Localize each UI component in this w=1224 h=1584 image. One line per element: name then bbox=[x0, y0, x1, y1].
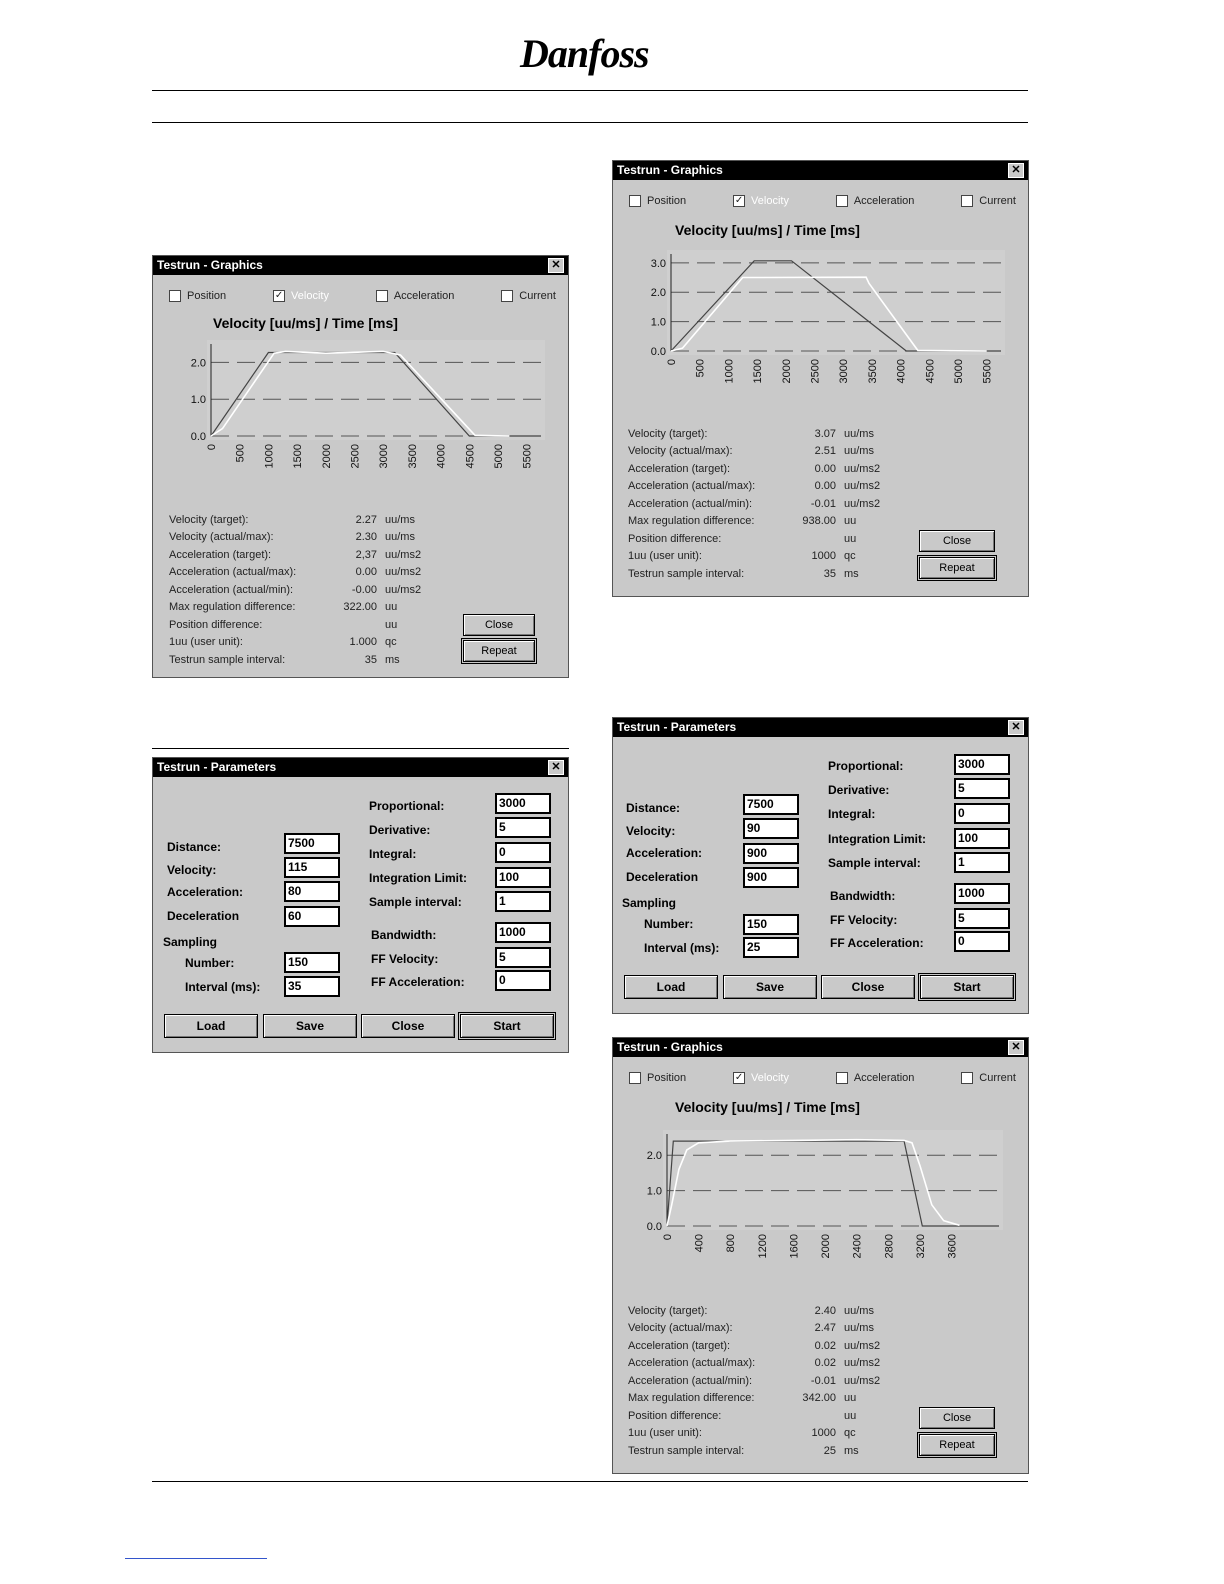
stat-unit: uu/ms bbox=[844, 1304, 874, 1317]
window-title: Testrun - Graphics bbox=[617, 1040, 723, 1054]
integral-input[interactable]: 0 bbox=[495, 842, 551, 863]
stat-label: Max regulation difference: bbox=[628, 515, 755, 528]
close-icon[interactable]: ✕ bbox=[548, 760, 564, 775]
velocity-chart bbox=[637, 1126, 1007, 1278]
sampling-label: Sampling bbox=[163, 935, 218, 949]
ff-acceleration-input[interactable]: 0 bbox=[954, 931, 1010, 952]
ff-acceleration-input[interactable]: 0 bbox=[495, 970, 551, 991]
x-tick-label: 5000 bbox=[952, 359, 965, 384]
close-button[interactable]: Close bbox=[919, 530, 995, 552]
checkbox-current[interactable] bbox=[961, 195, 1016, 207]
stat-label: Position difference: bbox=[169, 618, 263, 631]
stat-value: 2.27 bbox=[355, 513, 377, 526]
x-tick-label: 3000 bbox=[378, 444, 391, 469]
sample-interval-input[interactable]: 1 bbox=[954, 852, 1010, 873]
save-button[interactable]: Save bbox=[263, 1014, 357, 1038]
checkbox-box[interactable] bbox=[961, 1072, 973, 1084]
derivative-label: Derivative: bbox=[828, 783, 890, 797]
bandwidth-label: Bandwidth: bbox=[371, 928, 437, 942]
x-tick-label: 5500 bbox=[981, 359, 994, 384]
derivative-label: Derivative: bbox=[369, 823, 431, 837]
checkbox-box[interactable] bbox=[501, 290, 513, 302]
checkmark-icon[interactable]: ✓ bbox=[734, 195, 744, 206]
x-tick-label: 1000 bbox=[723, 359, 736, 384]
checkbox-acceleration[interactable] bbox=[376, 290, 455, 302]
window-title: Testrun - Parameters bbox=[617, 720, 737, 734]
proportional-label: Proportional: bbox=[369, 799, 445, 813]
x-tick-label: 4500 bbox=[464, 444, 477, 469]
sample-interval-input[interactable]: 1 bbox=[495, 891, 551, 912]
stat-label: Testrun sample interval: bbox=[169, 653, 286, 666]
stats-panel bbox=[169, 511, 445, 669]
stat-label: Velocity (actual/max): bbox=[628, 445, 733, 458]
parameters-window-1 bbox=[152, 757, 569, 1053]
checkbox-box[interactable] bbox=[836, 195, 848, 207]
stat-value: 938.00 bbox=[802, 515, 836, 528]
ff-velocity-label: FF Velocity: bbox=[371, 952, 439, 966]
stat-row bbox=[169, 581, 445, 599]
stat-label: Velocity (actual/max): bbox=[628, 1322, 733, 1335]
checkbox-box[interactable] bbox=[961, 195, 973, 207]
stat-value: 35 bbox=[364, 653, 377, 666]
deceleration-label: Deceleration bbox=[167, 909, 240, 923]
y-tick-label: 1.0 bbox=[646, 1185, 662, 1198]
checkbox-label: Acceleration bbox=[393, 290, 455, 302]
interval-input[interactable]: 35 bbox=[284, 976, 340, 997]
stat-row bbox=[628, 548, 904, 566]
stat-label: Testrun sample interval: bbox=[628, 1444, 745, 1457]
stat-value: 342.00 bbox=[802, 1392, 836, 1405]
stat-row bbox=[628, 1425, 904, 1443]
checkbox-acceleration[interactable] bbox=[836, 1072, 915, 1084]
stat-value: 2.47 bbox=[814, 1322, 836, 1335]
checkbox-current[interactable] bbox=[501, 290, 556, 302]
stat-row bbox=[628, 460, 904, 478]
x-tick-label: 800 bbox=[725, 1234, 738, 1253]
stat-value: 0.00 bbox=[814, 462, 836, 475]
integral-label: Integral: bbox=[828, 807, 876, 821]
checkbox-label: Velocity bbox=[751, 1072, 789, 1084]
stat-label: Acceleration (target): bbox=[628, 462, 731, 475]
load-button[interactable]: Load bbox=[164, 1014, 258, 1038]
y-tick-label: 0.0 bbox=[190, 431, 206, 443]
stat-row bbox=[169, 651, 445, 669]
y-tick-label: 2.0 bbox=[190, 357, 206, 370]
x-tick-label: 0 bbox=[666, 359, 678, 366]
interval-label: Interval (ms): bbox=[185, 980, 261, 994]
stat-value: -0.00 bbox=[351, 583, 377, 596]
stat-row bbox=[628, 565, 904, 583]
y-tick-label: 3.0 bbox=[650, 257, 666, 270]
derivative-input[interactable]: 5 bbox=[495, 817, 551, 838]
graphics-window-3 bbox=[612, 1037, 1029, 1474]
chart-caption: Velocity [uu/ms] / Time [ms] bbox=[675, 222, 860, 238]
x-tick-label: 2400 bbox=[851, 1234, 864, 1259]
window-titlebar bbox=[153, 758, 568, 777]
x-tick-label: 500 bbox=[234, 444, 247, 463]
ff-velocity-label: FF Velocity: bbox=[830, 913, 898, 927]
stat-label: Position difference: bbox=[628, 1409, 722, 1422]
close-icon[interactable]: ✕ bbox=[1008, 163, 1024, 178]
stat-unit: uu/ms2 bbox=[385, 583, 422, 596]
close-button[interactable]: Close bbox=[463, 614, 535, 636]
stat-unit: qc bbox=[844, 1427, 856, 1440]
stat-unit: uu bbox=[844, 1392, 857, 1405]
bandwidth-input[interactable]: 1000 bbox=[954, 883, 1010, 904]
checkbox-label: Current bbox=[979, 1072, 1016, 1084]
x-tick-label: 1500 bbox=[292, 444, 305, 469]
checkbox-label: Acceleration bbox=[853, 1072, 915, 1084]
velocity-chart bbox=[641, 246, 1009, 403]
close-icon[interactable]: ✕ bbox=[1008, 1040, 1024, 1055]
checkbox-acceleration[interactable] bbox=[836, 195, 915, 207]
window-title: Testrun - Graphics bbox=[157, 258, 263, 272]
stat-unit: qc bbox=[844, 550, 856, 563]
stat-row bbox=[628, 1372, 904, 1390]
x-tick-label: 2500 bbox=[349, 444, 362, 469]
checkmark-icon[interactable]: ✓ bbox=[274, 290, 284, 301]
x-tick-label: 2000 bbox=[820, 1234, 833, 1259]
integral-input[interactable]: 0 bbox=[954, 803, 1010, 824]
stat-label: Acceleration (target): bbox=[628, 1339, 731, 1352]
stat-value: 0.00 bbox=[355, 566, 377, 579]
x-tick-label: 1200 bbox=[756, 1234, 769, 1259]
x-tick-label: 5500 bbox=[521, 444, 534, 469]
graphics-window-2 bbox=[612, 160, 1029, 597]
x-tick-label: 1000 bbox=[263, 444, 276, 469]
start-button[interactable]: Start bbox=[920, 975, 1014, 999]
x-tick-label: 4000 bbox=[435, 444, 448, 469]
stat-unit: uu bbox=[844, 532, 857, 545]
window-titlebar bbox=[153, 256, 568, 275]
y-tick-label: 2.0 bbox=[650, 287, 666, 300]
checkbox-position[interactable] bbox=[629, 195, 686, 207]
x-tick-label: 3500 bbox=[866, 359, 879, 384]
stat-label: Acceleration (actual/max): bbox=[628, 1357, 756, 1370]
section-rule bbox=[152, 748, 569, 749]
checkbox-box[interactable] bbox=[836, 1072, 848, 1084]
bandwidth-label: Bandwidth: bbox=[830, 889, 896, 903]
stats-panel bbox=[628, 425, 904, 583]
ff-acceleration-label: FF Acceleration: bbox=[830, 936, 924, 950]
velocity-input[interactable]: 90 bbox=[743, 818, 799, 839]
stat-label: Position difference: bbox=[628, 532, 722, 545]
plot-area bbox=[207, 340, 545, 440]
x-tick-label: 0 bbox=[662, 1234, 674, 1241]
window-titlebar bbox=[613, 718, 1028, 737]
stat-label: Acceleration (actual/min): bbox=[169, 583, 294, 596]
stat-unit: uu/ms bbox=[385, 531, 415, 544]
distance-label: Distance: bbox=[626, 801, 681, 815]
checkbox-label: Acceleration bbox=[853, 195, 915, 207]
repeat-button[interactable]: Repeat bbox=[463, 640, 535, 662]
stat-row bbox=[169, 546, 445, 564]
integration-limit-input[interactable]: 100 bbox=[954, 828, 1010, 849]
checkbox-label: Current bbox=[519, 290, 556, 302]
stat-unit: uu/ms bbox=[844, 445, 874, 458]
chart-caption: Velocity [uu/ms] / Time [ms] bbox=[675, 1099, 860, 1115]
x-tick-label: 400 bbox=[693, 1234, 706, 1253]
acceleration-input[interactable]: 80 bbox=[284, 881, 340, 902]
checkbox-box[interactable] bbox=[169, 290, 181, 302]
ff-velocity-input[interactable]: 5 bbox=[954, 908, 1010, 929]
stat-row bbox=[628, 495, 904, 513]
close-button[interactable]: Close bbox=[919, 1407, 995, 1429]
stat-unit: uu/ms2 bbox=[385, 548, 422, 561]
close-icon[interactable]: ✕ bbox=[548, 258, 564, 273]
number-input[interactable]: 150 bbox=[284, 952, 340, 973]
stat-value: 0.02 bbox=[814, 1339, 836, 1352]
checkmark-icon[interactable]: ✓ bbox=[734, 1072, 744, 1083]
stat-row bbox=[169, 564, 445, 582]
parameters-window-2 bbox=[612, 717, 1029, 1014]
y-tick-label: 1.0 bbox=[650, 316, 666, 329]
stat-row bbox=[169, 511, 445, 529]
stat-unit: uu/ms2 bbox=[844, 462, 881, 475]
checkbox-box[interactable] bbox=[376, 290, 388, 302]
integration-limit-label: Integration Limit: bbox=[369, 871, 467, 885]
checkbox-label: Current bbox=[979, 195, 1016, 207]
plot-area bbox=[663, 1130, 1003, 1230]
interval-label: Interval (ms): bbox=[644, 941, 720, 955]
close-button[interactable]: Close bbox=[361, 1014, 455, 1038]
deceleration-label: Deceleration bbox=[626, 870, 699, 884]
y-tick-label: 0.0 bbox=[650, 346, 666, 358]
danfoss-logo: Danfoss bbox=[520, 31, 649, 76]
graphics-window-1 bbox=[152, 255, 569, 678]
stat-label: Acceleration (actual/min): bbox=[628, 1374, 753, 1387]
proportional-input[interactable]: 3000 bbox=[954, 754, 1010, 775]
window-titlebar bbox=[613, 161, 1028, 180]
checkbox-velocity[interactable] bbox=[273, 290, 329, 302]
x-tick-label: 5000 bbox=[492, 444, 505, 469]
stat-value: 322.00 bbox=[343, 601, 377, 614]
sample-interval-label: Sample interval: bbox=[828, 856, 921, 870]
stat-unit: uu/ms2 bbox=[844, 480, 881, 493]
stat-value: 25 bbox=[823, 1444, 836, 1457]
checkbox-box[interactable] bbox=[629, 195, 641, 207]
stat-value: 2.40 bbox=[814, 1304, 836, 1317]
stat-unit: ms bbox=[844, 1444, 859, 1457]
checkbox-label: Velocity bbox=[751, 195, 789, 207]
window-title: Testrun - Parameters bbox=[157, 760, 277, 774]
stat-row bbox=[169, 616, 445, 634]
stat-unit: uu/ms2 bbox=[844, 1374, 881, 1387]
stat-row bbox=[628, 530, 904, 548]
stat-label: Testrun sample interval: bbox=[628, 567, 745, 580]
proportional-input[interactable]: 3000 bbox=[495, 793, 551, 814]
x-tick-label: 3600 bbox=[946, 1234, 959, 1259]
x-tick-label: 2000 bbox=[320, 444, 333, 469]
stat-row bbox=[628, 425, 904, 443]
stat-label: Acceleration (target): bbox=[169, 548, 272, 561]
x-tick-label: 2500 bbox=[809, 359, 822, 384]
stat-label: Velocity (actual/max): bbox=[169, 531, 274, 544]
acceleration-input[interactable]: 900 bbox=[743, 843, 799, 864]
repeat-button[interactable]: Repeat bbox=[919, 557, 995, 579]
stat-row bbox=[169, 529, 445, 547]
stat-unit: uu/ms bbox=[385, 513, 415, 526]
derivative-input[interactable]: 5 bbox=[954, 778, 1010, 799]
checkbox-label: Velocity bbox=[291, 290, 329, 302]
distance-label: Distance: bbox=[167, 840, 222, 854]
stat-value: -0.01 bbox=[810, 1374, 836, 1387]
stat-row bbox=[628, 1355, 904, 1373]
stat-value: 1.000 bbox=[349, 636, 377, 649]
x-tick-label: 4500 bbox=[924, 359, 937, 384]
velocity-input[interactable]: 115 bbox=[284, 857, 340, 878]
close-icon[interactable]: ✕ bbox=[1008, 720, 1024, 735]
velocity-chart bbox=[181, 336, 549, 488]
save-button[interactable]: Save bbox=[723, 975, 817, 999]
checkbox-current[interactable] bbox=[961, 1072, 1016, 1084]
stat-value: 2.51 bbox=[814, 445, 836, 458]
stat-row bbox=[628, 1442, 904, 1460]
start-button[interactable]: Start bbox=[460, 1014, 554, 1038]
stat-row bbox=[169, 634, 445, 652]
stat-label: Acceleration (actual/min): bbox=[628, 497, 753, 510]
x-tick-label: 3500 bbox=[406, 444, 419, 469]
x-tick-label: 500 bbox=[694, 359, 707, 378]
x-tick-label: 1600 bbox=[788, 1234, 801, 1259]
header-rule-top bbox=[152, 90, 1028, 91]
stat-label: Velocity (target): bbox=[628, 427, 708, 440]
checkbox-box[interactable] bbox=[629, 1072, 641, 1084]
stat-label: Velocity (target): bbox=[169, 513, 249, 526]
stat-label: 1uu (user unit): bbox=[628, 1427, 702, 1440]
stat-unit: uu bbox=[844, 515, 857, 528]
stat-row bbox=[628, 1390, 904, 1408]
y-tick-label: 2.0 bbox=[646, 1150, 662, 1163]
stats-panel bbox=[628, 1302, 904, 1460]
stat-row bbox=[628, 443, 904, 461]
x-tick-label: 3200 bbox=[914, 1234, 927, 1259]
stat-unit: uu bbox=[844, 1409, 857, 1422]
distance-input[interactable]: 7500 bbox=[743, 794, 799, 815]
stat-row bbox=[628, 1320, 904, 1338]
chart-caption: Velocity [uu/ms] / Time [ms] bbox=[213, 315, 398, 331]
stat-row bbox=[628, 478, 904, 496]
stat-value: 1000 bbox=[811, 1427, 836, 1440]
stat-unit: uu/ms2 bbox=[844, 497, 881, 510]
deceleration-input[interactable]: 900 bbox=[743, 867, 799, 888]
interval-input[interactable]: 25 bbox=[743, 937, 799, 958]
stat-value: 3.07 bbox=[814, 427, 836, 440]
checkbox-label: Position bbox=[647, 195, 687, 207]
acceleration-label: Acceleration: bbox=[626, 846, 703, 860]
checkbox-label: Position bbox=[647, 1072, 687, 1084]
integration-limit-input[interactable]: 100 bbox=[495, 867, 551, 888]
checkbox-position[interactable] bbox=[169, 290, 226, 302]
x-tick-label: 4000 bbox=[895, 359, 908, 384]
distance-input[interactable]: 7500 bbox=[284, 833, 340, 854]
window-titlebar bbox=[613, 1038, 1028, 1057]
deceleration-input[interactable]: 60 bbox=[284, 906, 340, 927]
stat-label: Acceleration (actual/max): bbox=[628, 480, 756, 493]
sample-interval-label: Sample interval: bbox=[369, 895, 462, 909]
x-tick-label: 3000 bbox=[838, 359, 851, 384]
stat-value: 2,37 bbox=[355, 548, 377, 561]
stat-row bbox=[628, 513, 904, 531]
footer-link-underline bbox=[125, 1558, 267, 1559]
stat-unit: uu/ms bbox=[844, 427, 874, 440]
stat-value: 1000 bbox=[811, 550, 836, 563]
stat-label: 1uu (user unit): bbox=[628, 550, 702, 563]
stat-unit: uu/ms bbox=[844, 1322, 874, 1335]
stat-label: Velocity (target): bbox=[628, 1304, 708, 1317]
bandwidth-input[interactable]: 1000 bbox=[495, 922, 551, 943]
y-tick-label: 1.0 bbox=[190, 394, 206, 407]
x-tick-label: 2000 bbox=[780, 359, 793, 384]
x-tick-label: 0 bbox=[206, 444, 218, 451]
repeat-button[interactable]: Repeat bbox=[919, 1434, 995, 1456]
load-button[interactable]: Load bbox=[624, 975, 718, 999]
number-label: Number: bbox=[185, 956, 235, 970]
stat-value: 0.00 bbox=[814, 480, 836, 493]
integral-label: Integral: bbox=[369, 847, 417, 861]
stat-value: 35 bbox=[823, 567, 836, 580]
x-tick-label: 2800 bbox=[883, 1234, 896, 1259]
stat-row bbox=[169, 599, 445, 617]
plot-area bbox=[667, 250, 1005, 355]
velocity-label: Velocity: bbox=[167, 863, 217, 877]
footer-rule bbox=[152, 1481, 1028, 1482]
stat-unit: uu/ms2 bbox=[385, 566, 422, 579]
stat-unit: qc bbox=[385, 636, 397, 649]
sampling-label: Sampling bbox=[622, 896, 677, 910]
stat-unit: uu bbox=[385, 601, 398, 614]
checkbox-velocity[interactable] bbox=[733, 1072, 789, 1084]
acceleration-label: Acceleration: bbox=[167, 885, 244, 899]
stat-value: 0.02 bbox=[814, 1357, 836, 1370]
y-tick-label: 0.0 bbox=[646, 1221, 662, 1233]
header-rule-bottom bbox=[152, 122, 1028, 123]
stat-unit: ms bbox=[385, 653, 400, 666]
stat-row bbox=[628, 1302, 904, 1320]
velocity-label: Velocity: bbox=[626, 824, 676, 838]
stat-value: -0.01 bbox=[810, 497, 836, 510]
stat-value: 2.30 bbox=[355, 531, 377, 544]
stat-row bbox=[628, 1337, 904, 1355]
checkbox-velocity[interactable] bbox=[733, 195, 789, 207]
stat-label: Max regulation difference: bbox=[169, 601, 296, 614]
stat-unit: ms bbox=[844, 567, 859, 580]
stat-unit: uu/ms2 bbox=[844, 1357, 881, 1370]
stat-label: Acceleration (actual/max): bbox=[169, 566, 297, 579]
window-title: Testrun - Graphics bbox=[617, 163, 723, 177]
close-button[interactable]: Close bbox=[821, 975, 915, 999]
number-label: Number: bbox=[644, 917, 694, 931]
stat-row bbox=[628, 1407, 904, 1425]
number-input[interactable]: 150 bbox=[743, 914, 799, 935]
stat-unit: uu/ms2 bbox=[844, 1339, 881, 1352]
stat-label: 1uu (user unit): bbox=[169, 636, 243, 649]
proportional-label: Proportional: bbox=[828, 759, 904, 773]
stat-unit: uu bbox=[385, 618, 398, 631]
checkbox-position[interactable] bbox=[629, 1072, 686, 1084]
checkbox-label: Position bbox=[187, 290, 227, 302]
x-tick-label: 1500 bbox=[752, 359, 765, 384]
stat-label: Max regulation difference: bbox=[628, 1392, 755, 1405]
ff-velocity-input[interactable]: 5 bbox=[495, 947, 551, 968]
integration-limit-label: Integration Limit: bbox=[828, 832, 926, 846]
ff-acceleration-label: FF Acceleration: bbox=[371, 975, 465, 989]
